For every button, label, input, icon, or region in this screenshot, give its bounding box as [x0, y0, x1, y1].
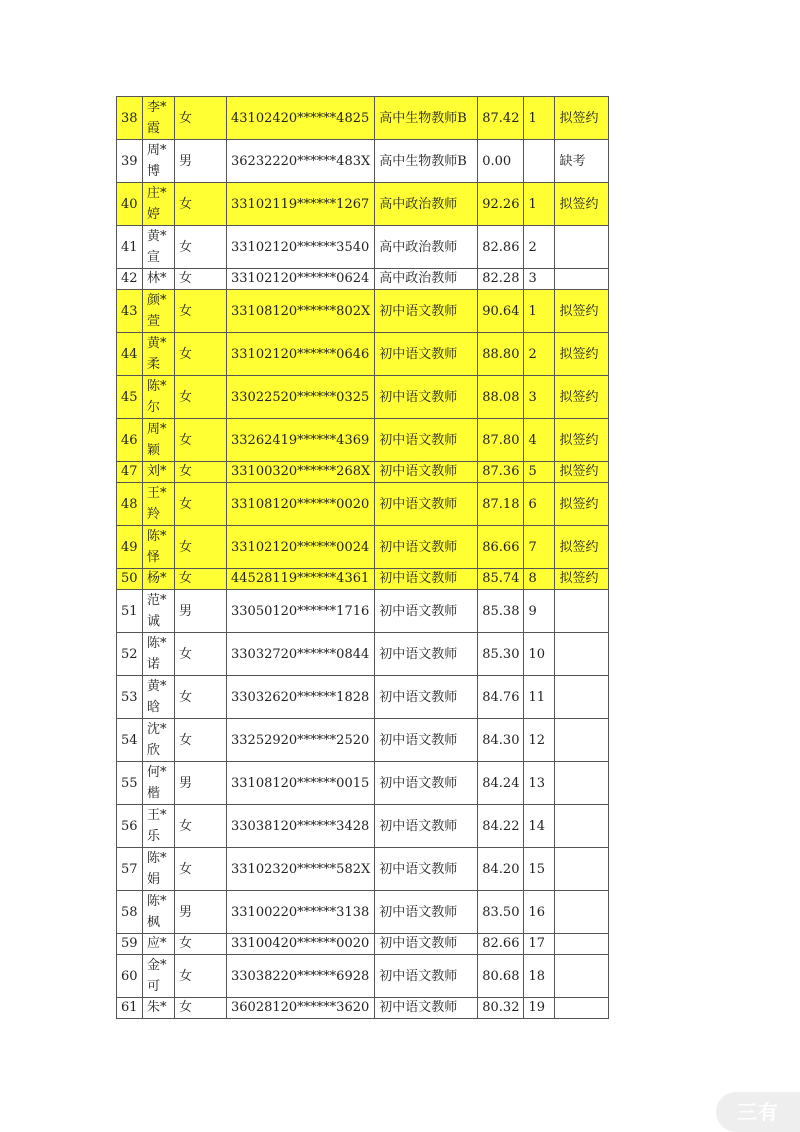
table-row: [117, 526, 609, 569]
gender-cell: 女: [175, 419, 227, 462]
name-cell: [143, 333, 175, 376]
name-line-1: 黄*: [147, 229, 167, 244]
table-row: [117, 891, 609, 934]
score-cell: 85.38: [478, 590, 524, 633]
name-line-2: 婷: [147, 207, 161, 222]
score-cell: 82.28: [478, 269, 524, 290]
id-number-cell: 33102120******0646: [227, 333, 375, 376]
position-cell: 初中语文教师: [375, 419, 478, 462]
name-cell: [143, 590, 175, 633]
table-row: [117, 805, 609, 848]
position-cell: 初中语文教师: [375, 934, 478, 955]
position-cell: 初中语文教师: [375, 590, 478, 633]
table-row: [117, 290, 609, 333]
name-line-2: 枫: [147, 915, 161, 930]
name-line-1: 周*: [147, 422, 167, 437]
row-number-cell: 60: [117, 955, 143, 998]
rank-cell: 1: [524, 183, 555, 226]
name-line-2: 娟: [147, 872, 161, 887]
name-line-1: 范*: [147, 593, 167, 608]
score-cell: 84.20: [478, 848, 524, 891]
results-table: [116, 96, 609, 1019]
name-line-1: 周*: [147, 143, 167, 158]
name-line-1: 陈*: [147, 851, 167, 866]
id-number-cell: 33032720******0844: [227, 633, 375, 676]
score-cell: 85.74: [478, 569, 524, 590]
score-cell: 92.26: [478, 183, 524, 226]
name-cell: [143, 676, 175, 719]
id-number-cell: 33038220******6928: [227, 955, 375, 998]
id-number-cell: 43102420******4825: [227, 97, 375, 140]
name-cell: [143, 633, 175, 676]
score-cell: 80.68: [478, 955, 524, 998]
id-number-cell: 33108120******802X: [227, 290, 375, 333]
name-line-1: 陈*: [147, 529, 167, 544]
rank-cell: 19: [524, 998, 555, 1019]
name-line-2: 颖: [147, 443, 161, 458]
gender-cell: 女: [175, 333, 227, 376]
name-cell: [143, 226, 175, 269]
position-cell: 初中语文教师: [375, 376, 478, 419]
gender-cell: 女: [175, 998, 227, 1019]
rank-cell: 3: [524, 376, 555, 419]
note-cell: [555, 226, 609, 269]
rank-cell: 17: [524, 934, 555, 955]
rank-cell: 11: [524, 676, 555, 719]
name-line-1: 王*: [147, 486, 167, 501]
table-row: [117, 269, 609, 290]
rank-cell: [524, 140, 555, 183]
row-number-cell: 43: [117, 290, 143, 333]
note-cell: 拟签约: [555, 290, 609, 333]
rank-cell: 10: [524, 633, 555, 676]
gender-cell: 女: [175, 569, 227, 590]
name-line-2: 羚: [147, 507, 161, 522]
position-cell: 高中生物教师B: [375, 97, 478, 140]
name-cell: [143, 762, 175, 805]
position-cell: 高中政治教师: [375, 183, 478, 226]
note-cell: 拟签约: [555, 183, 609, 226]
name-cell: [143, 140, 175, 183]
rank-cell: 12: [524, 719, 555, 762]
rank-cell: 15: [524, 848, 555, 891]
row-number-cell: 48: [117, 483, 143, 526]
gender-cell: 女: [175, 633, 227, 676]
name-cell: [143, 848, 175, 891]
name-line-2: 霞: [147, 121, 161, 136]
row-number-cell: 53: [117, 676, 143, 719]
name-cell: [143, 569, 175, 590]
row-number-cell: 50: [117, 569, 143, 590]
note-cell: [555, 590, 609, 633]
gender-cell: 女: [175, 526, 227, 569]
note-cell: 拟签约: [555, 97, 609, 140]
position-cell: 初中语文教师: [375, 333, 478, 376]
position-cell: 初中语文教师: [375, 633, 478, 676]
note-cell: [555, 719, 609, 762]
name-line-1: 林*: [147, 271, 167, 286]
score-cell: 87.42: [478, 97, 524, 140]
rank-cell: 14: [524, 805, 555, 848]
note-cell: [555, 805, 609, 848]
rank-cell: 16: [524, 891, 555, 934]
row-number-cell: 49: [117, 526, 143, 569]
id-number-cell: 33100220******3138: [227, 891, 375, 934]
name-line-2: 诺: [147, 657, 161, 672]
id-number-cell: 36232220******483X: [227, 140, 375, 183]
table-row: [117, 569, 609, 590]
name-line-1: 李*: [147, 100, 167, 115]
row-number-cell: 59: [117, 934, 143, 955]
table-body: [117, 97, 609, 1019]
name-line-1: 杨*: [147, 571, 167, 586]
score-cell: 88.08: [478, 376, 524, 419]
note-cell: [555, 891, 609, 934]
watermark-logo: 三有: [716, 1092, 800, 1132]
name-cell: [143, 462, 175, 483]
name-line-2: 博: [147, 164, 161, 179]
id-number-cell: 33108120******0020: [227, 483, 375, 526]
name-line-2: 萱: [147, 314, 161, 329]
position-cell: 初中语文教师: [375, 719, 478, 762]
name-line-1: 陈*: [147, 379, 167, 394]
gender-cell: 女: [175, 805, 227, 848]
table-row: [117, 333, 609, 376]
table-row: [117, 934, 609, 955]
name-cell: [143, 891, 175, 934]
row-number-cell: 51: [117, 590, 143, 633]
position-cell: 初中语文教师: [375, 955, 478, 998]
row-number-cell: 47: [117, 462, 143, 483]
gender-cell: 女: [175, 290, 227, 333]
rank-cell: 9: [524, 590, 555, 633]
score-cell: 88.80: [478, 333, 524, 376]
rank-cell: 18: [524, 955, 555, 998]
row-number-cell: 40: [117, 183, 143, 226]
score-cell: 85.30: [478, 633, 524, 676]
name-line-2: 怿: [147, 550, 161, 565]
table-row: [117, 462, 609, 483]
gender-cell: 女: [175, 848, 227, 891]
name-line-1: 沈*: [147, 722, 167, 737]
row-number-cell: 52: [117, 633, 143, 676]
score-cell: 84.30: [478, 719, 524, 762]
id-number-cell: 33100320******268X: [227, 462, 375, 483]
id-number-cell: 33050120******1716: [227, 590, 375, 633]
score-cell: 90.64: [478, 290, 524, 333]
id-number-cell: 33262419******4369: [227, 419, 375, 462]
gender-cell: 女: [175, 269, 227, 290]
table-row: [117, 848, 609, 891]
position-cell: 高中生物教师B: [375, 140, 478, 183]
name-line-2: 欣: [147, 743, 161, 758]
rank-cell: 1: [524, 97, 555, 140]
rank-cell: 6: [524, 483, 555, 526]
gender-cell: 男: [175, 590, 227, 633]
row-number-cell: 58: [117, 891, 143, 934]
row-number-cell: 61: [117, 998, 143, 1019]
name-cell: [143, 97, 175, 140]
gender-cell: 女: [175, 376, 227, 419]
table-row: [117, 226, 609, 269]
score-cell: 87.36: [478, 462, 524, 483]
rank-cell: 8: [524, 569, 555, 590]
score-cell: 84.24: [478, 762, 524, 805]
table-row: [117, 955, 609, 998]
table-row: [117, 762, 609, 805]
rank-cell: 2: [524, 333, 555, 376]
id-number-cell: 33102120******0024: [227, 526, 375, 569]
note-cell: [555, 848, 609, 891]
name-line-1: 黄*: [147, 336, 167, 351]
name-line-2: 尔: [147, 400, 161, 415]
rank-cell: 13: [524, 762, 555, 805]
rank-cell: 4: [524, 419, 555, 462]
row-number-cell: 56: [117, 805, 143, 848]
rank-cell: 2: [524, 226, 555, 269]
note-cell: [555, 676, 609, 719]
name-line-1: 庄*: [147, 186, 167, 201]
position-cell: 初中语文教师: [375, 526, 478, 569]
score-cell: 87.80: [478, 419, 524, 462]
id-number-cell: 33022520******0325: [227, 376, 375, 419]
name-cell: [143, 376, 175, 419]
score-cell: 84.22: [478, 805, 524, 848]
id-number-cell: 33102120******3540: [227, 226, 375, 269]
note-cell: 拟签约: [555, 526, 609, 569]
name-line-2: 柔: [147, 357, 161, 372]
name-cell: [143, 955, 175, 998]
table-row: [117, 97, 609, 140]
id-number-cell: 36028120******3620: [227, 998, 375, 1019]
position-cell: 初中语文教师: [375, 848, 478, 891]
name-cell: [143, 290, 175, 333]
note-cell: 缺考: [555, 140, 609, 183]
row-number-cell: 38: [117, 97, 143, 140]
name-line-1: 黄*: [147, 679, 167, 694]
table-row: [117, 483, 609, 526]
row-number-cell: 41: [117, 226, 143, 269]
position-cell: 初中语文教师: [375, 891, 478, 934]
position-cell: 初中语文教师: [375, 483, 478, 526]
table-row: [117, 998, 609, 1019]
note-cell: 拟签约: [555, 376, 609, 419]
rank-cell: 7: [524, 526, 555, 569]
name-line-1: 陈*: [147, 636, 167, 651]
position-cell: 初中语文教师: [375, 462, 478, 483]
score-cell: 82.66: [478, 934, 524, 955]
row-number-cell: 57: [117, 848, 143, 891]
gender-cell: 男: [175, 891, 227, 934]
name-line-2: 宣: [147, 250, 161, 265]
name-cell: [143, 719, 175, 762]
gender-cell: 女: [175, 676, 227, 719]
id-number-cell: 33252920******2520: [227, 719, 375, 762]
name-line-1: 颜*: [147, 293, 167, 308]
name-line-1: 朱*: [147, 1000, 167, 1015]
name-line-1: 何*: [147, 765, 167, 780]
note-cell: [555, 998, 609, 1019]
gender-cell: 女: [175, 226, 227, 269]
name-line-1: 应*: [147, 936, 167, 951]
row-number-cell: 44: [117, 333, 143, 376]
table-row: [117, 633, 609, 676]
position-cell: 初中语文教师: [375, 569, 478, 590]
name-cell: [143, 269, 175, 290]
table-row: [117, 140, 609, 183]
score-cell: 80.32: [478, 998, 524, 1019]
note-cell: [555, 633, 609, 676]
gender-cell: 男: [175, 140, 227, 183]
table-row: [117, 376, 609, 419]
score-cell: 87.18: [478, 483, 524, 526]
score-cell: 82.86: [478, 226, 524, 269]
name-line-2: 可: [147, 979, 161, 994]
position-cell: 初中语文教师: [375, 676, 478, 719]
table-row: [117, 590, 609, 633]
name-line-2: 楷: [147, 786, 161, 801]
note-cell: 拟签约: [555, 569, 609, 590]
name-line-1: 金*: [147, 958, 167, 973]
name-line-2: 诚: [147, 614, 161, 629]
row-number-cell: 54: [117, 719, 143, 762]
name-cell: [143, 934, 175, 955]
gender-cell: 男: [175, 762, 227, 805]
id-number-cell: 33032620******1828: [227, 676, 375, 719]
gender-cell: 女: [175, 955, 227, 998]
note-cell: 拟签约: [555, 419, 609, 462]
gender-cell: 女: [175, 97, 227, 140]
name-cell: [143, 998, 175, 1019]
gender-cell: 女: [175, 483, 227, 526]
position-cell: 初中语文教师: [375, 998, 478, 1019]
note-cell: 拟签约: [555, 462, 609, 483]
score-cell: 86.66: [478, 526, 524, 569]
position-cell: 初中语文教师: [375, 762, 478, 805]
id-number-cell: 44528119******4361: [227, 569, 375, 590]
position-cell: 初中语文教师: [375, 290, 478, 333]
id-number-cell: 33102320******582X: [227, 848, 375, 891]
note-cell: 拟签约: [555, 483, 609, 526]
table-row: [117, 676, 609, 719]
name-line-1: 刘*: [147, 464, 167, 479]
table-row: [117, 719, 609, 762]
rank-cell: 1: [524, 290, 555, 333]
name-line-1: 王*: [147, 808, 167, 823]
rank-cell: 3: [524, 269, 555, 290]
id-number-cell: 33102119******1267: [227, 183, 375, 226]
name-cell: [143, 183, 175, 226]
row-number-cell: 45: [117, 376, 143, 419]
gender-cell: 女: [175, 462, 227, 483]
name-cell: [143, 483, 175, 526]
row-number-cell: 39: [117, 140, 143, 183]
name-cell: [143, 805, 175, 848]
note-cell: [555, 934, 609, 955]
note-cell: [555, 762, 609, 805]
note-cell: 拟签约: [555, 333, 609, 376]
name-line-2: 乐: [147, 829, 161, 844]
position-cell: 初中语文教师: [375, 805, 478, 848]
id-number-cell: 33102120******0624: [227, 269, 375, 290]
id-number-cell: 33100420******0020: [227, 934, 375, 955]
id-number-cell: 33038120******3428: [227, 805, 375, 848]
score-cell: 84.76: [478, 676, 524, 719]
gender-cell: 女: [175, 719, 227, 762]
note-cell: [555, 269, 609, 290]
row-number-cell: 42: [117, 269, 143, 290]
position-cell: 高中政治教师: [375, 269, 478, 290]
row-number-cell: 46: [117, 419, 143, 462]
name-line-2: 晗: [147, 700, 161, 715]
gender-cell: 女: [175, 934, 227, 955]
note-cell: [555, 955, 609, 998]
table-row: [117, 183, 609, 226]
rank-cell: 5: [524, 462, 555, 483]
gender-cell: 女: [175, 183, 227, 226]
name-cell: [143, 526, 175, 569]
table-row: [117, 419, 609, 462]
score-cell: 83.50: [478, 891, 524, 934]
id-number-cell: 33108120******0015: [227, 762, 375, 805]
position-cell: 高中政治教师: [375, 226, 478, 269]
name-cell: [143, 419, 175, 462]
row-number-cell: 55: [117, 762, 143, 805]
score-cell: 0.00: [478, 140, 524, 183]
name-line-1: 陈*: [147, 894, 167, 909]
